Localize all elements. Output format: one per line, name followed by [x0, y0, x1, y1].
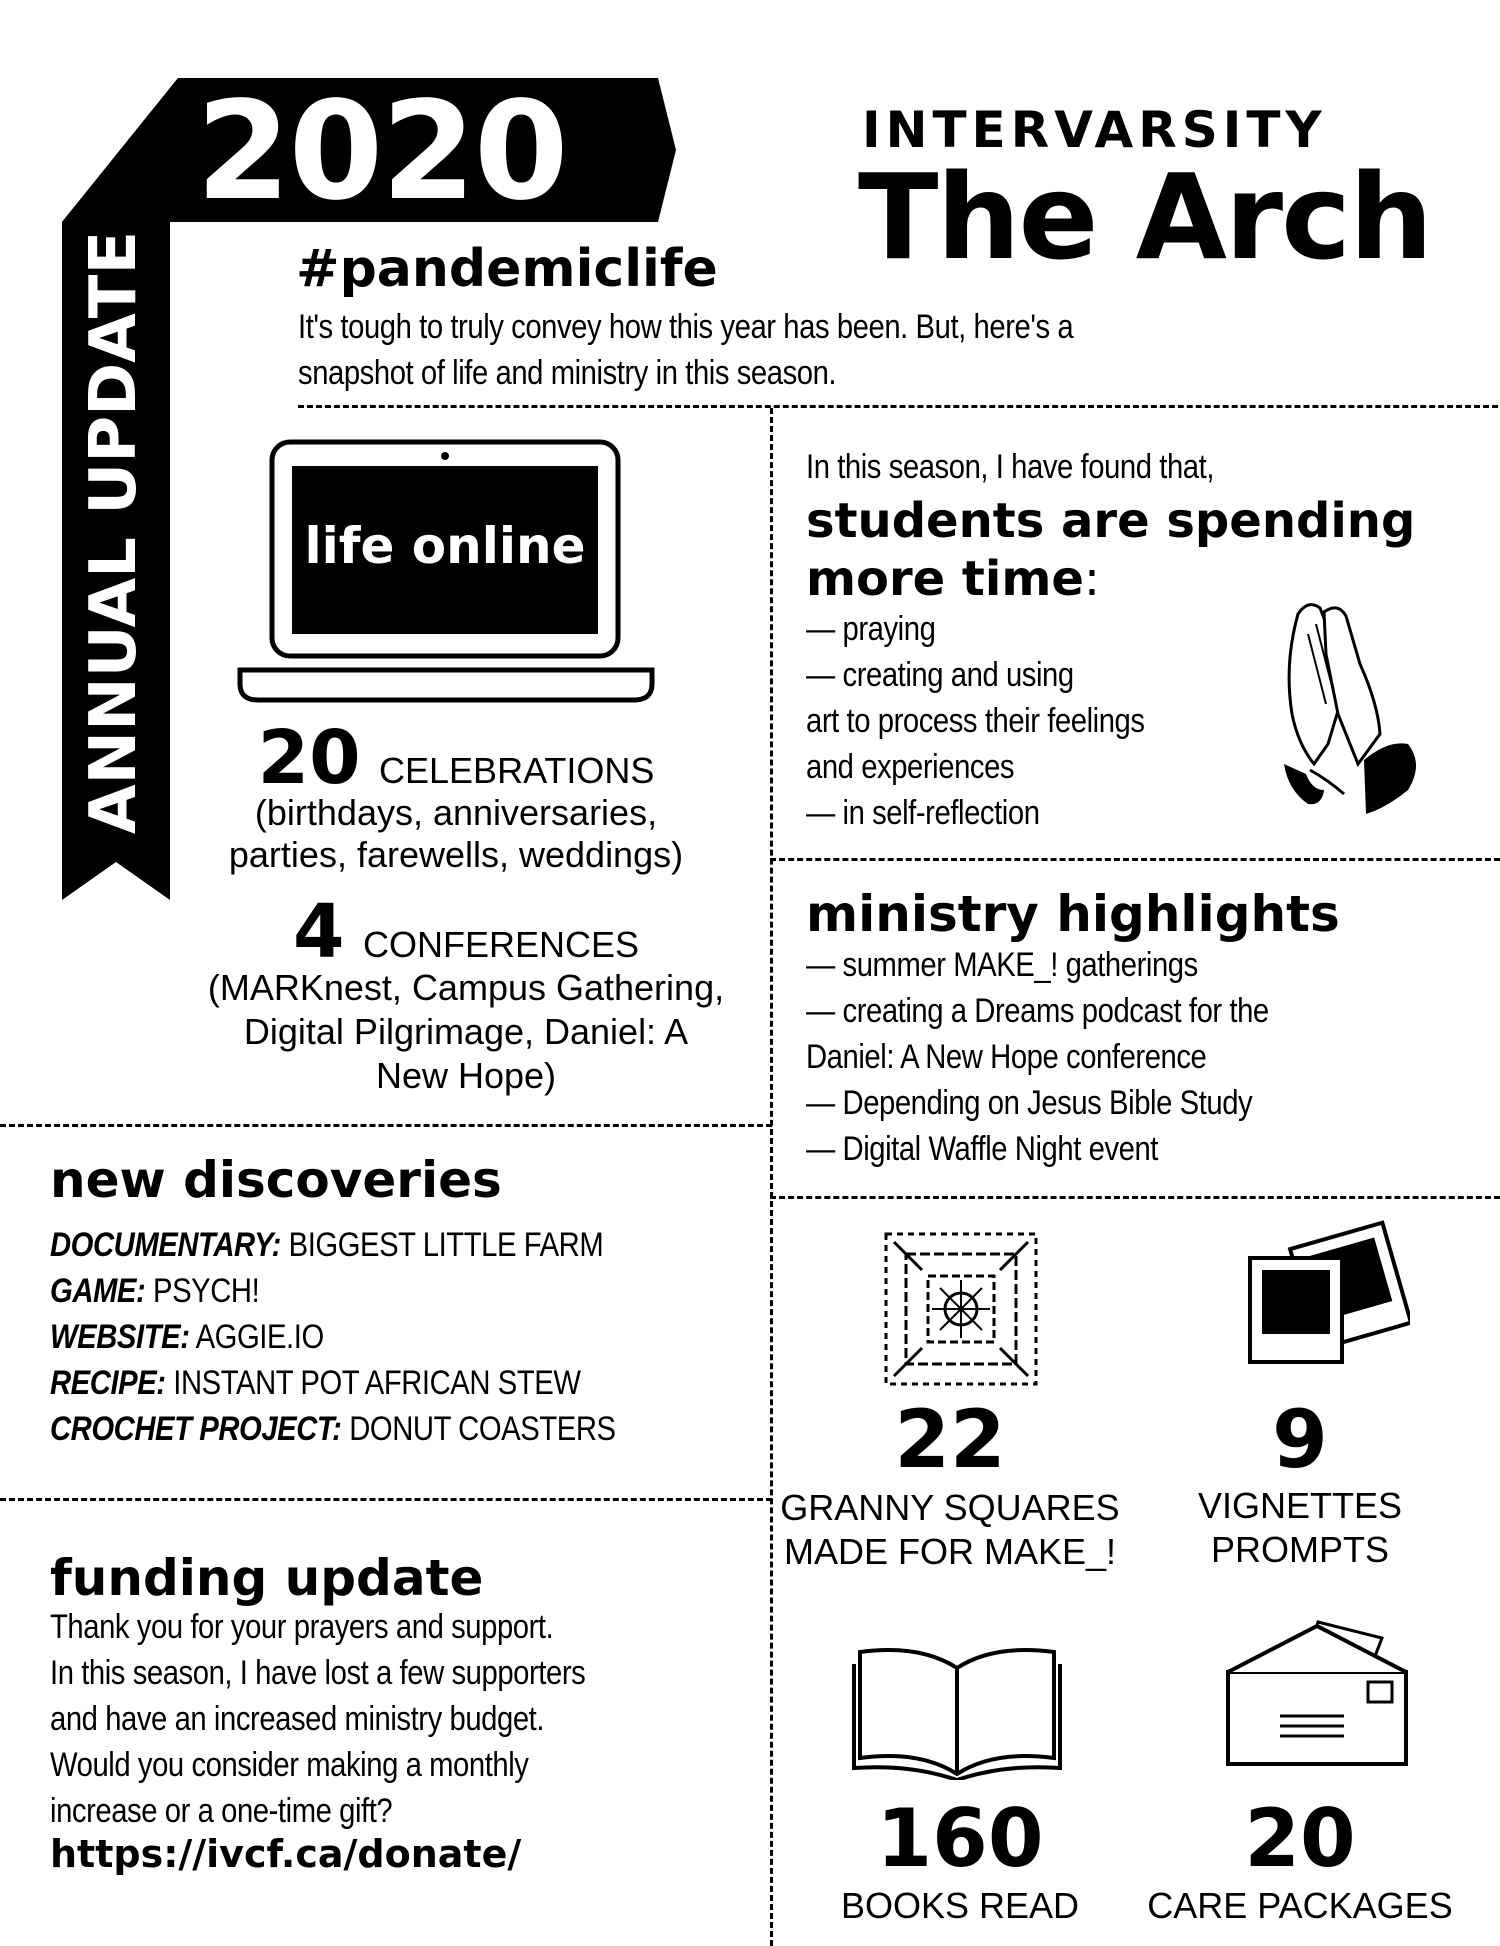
donate-link[interactable]: https://ivcf.ca/donate/: [50, 1832, 522, 1876]
list-item: WEBSITE: AGGIE.IO: [50, 1318, 324, 1356]
books-label: BOOKS READ: [840, 1885, 1080, 1926]
celebrations-stat: [196, 715, 716, 876]
students-headline: students are spending more time:: [806, 493, 1416, 607]
celebrations-number: 20: [257, 715, 361, 801]
list-item: CROCHET PROJECT: DONUT COASTERS: [50, 1410, 616, 1448]
funding-text: Thank you for your prayers and support. In this season, I have lost a few supporters and have an increased ministry budget. Would you consider making a monthly increase or a one-time gift?: [50, 1608, 586, 1830]
conferences-label: CONFERENCES: [362, 924, 639, 965]
vignettes-number: 9: [1272, 1393, 1328, 1486]
granny-squares-label: GRANNY SQUARES MADE FOR MAKE_!: [780, 1487, 1120, 1572]
students-list: [806, 606, 1145, 836]
photo-prints-icon: [1240, 1220, 1410, 1370]
conferences-detail: (MARKnest, Campus Gathering, Digital Pilgrimage, Daniel: A New Hope): [207, 967, 725, 1096]
new-discoveries-title: new discoveries: [50, 1151, 502, 1209]
life-online-label: life online: [304, 517, 586, 575]
ministry-highlights-title: ministry highlights: [806, 885, 1340, 943]
conferences-number: 4: [293, 889, 345, 975]
granny-square-icon: [882, 1230, 1040, 1388]
ministry-highlights-list: [806, 942, 1269, 1172]
list-item: — Digital Waffle Night event: [806, 1130, 1158, 1168]
list-item: — in self-reflection: [806, 794, 1040, 832]
list-item: DOCUMENTARY: BIGGEST LITTLE FARM: [50, 1226, 604, 1264]
conferences-stat: [196, 889, 736, 1098]
list-item: — Depending on Jesus Bible Study: [806, 1084, 1253, 1122]
care-packages-number: 20: [1244, 1792, 1356, 1885]
list-item: RECIPE: INSTANT POT AFRICAN STEW: [50, 1364, 581, 1402]
newsletter-title: The Arch: [858, 148, 1432, 286]
new-discoveries-list: [50, 1222, 616, 1452]
divider-funding: [0, 1498, 772, 1501]
care-packages-label: CARE PACKAGES: [1147, 1885, 1453, 1926]
list-item: art to process their feelings: [806, 702, 1145, 740]
students-intro: In this season, I have found that,: [806, 448, 1215, 486]
list-item: and experiences: [806, 748, 1015, 786]
books-number: 160: [876, 1792, 1044, 1885]
divider-discoveries: [0, 1124, 772, 1127]
vignettes-label: VIGNETTES PROMPTS: [1197, 1485, 1403, 1570]
list-item: — summer MAKE_! gatherings: [806, 946, 1198, 984]
divider-vertical: [770, 408, 773, 1946]
divider-students: [770, 858, 1500, 861]
celebrations-detail: (birthdays, anniversaries, parties, farewells, weddings): [228, 792, 684, 875]
praying-hands-icon: [1268, 594, 1428, 824]
list-item: — creating and using: [806, 656, 1074, 694]
list-item: GAME: PSYCH!: [50, 1272, 260, 1310]
envelope-icon: [1222, 1620, 1412, 1770]
hashtag-heading: #pandemiclife: [296, 239, 718, 299]
divider-ministry: [770, 1196, 1500, 1199]
intervarsity-logo: INTERVARSITY: [862, 101, 1327, 159]
year-title: 2020: [196, 73, 567, 231]
list-item: Daniel: A New Hope conference: [806, 1038, 1207, 1076]
open-book-icon: [850, 1640, 1064, 1780]
intro-text: It's tough to truly convey how this year has been. But, here's a snapshot of life and ministry in this season.: [298, 308, 1074, 392]
list-item: — praying: [806, 610, 936, 648]
list-item: — creating a Dreams podcast for the: [806, 992, 1269, 1030]
celebrations-label: CELEBRATIONS: [379, 750, 655, 791]
funding-title: funding update: [50, 1549, 484, 1607]
divider-intro: [298, 405, 1498, 408]
granny-squares-number: 22: [894, 1393, 1006, 1486]
